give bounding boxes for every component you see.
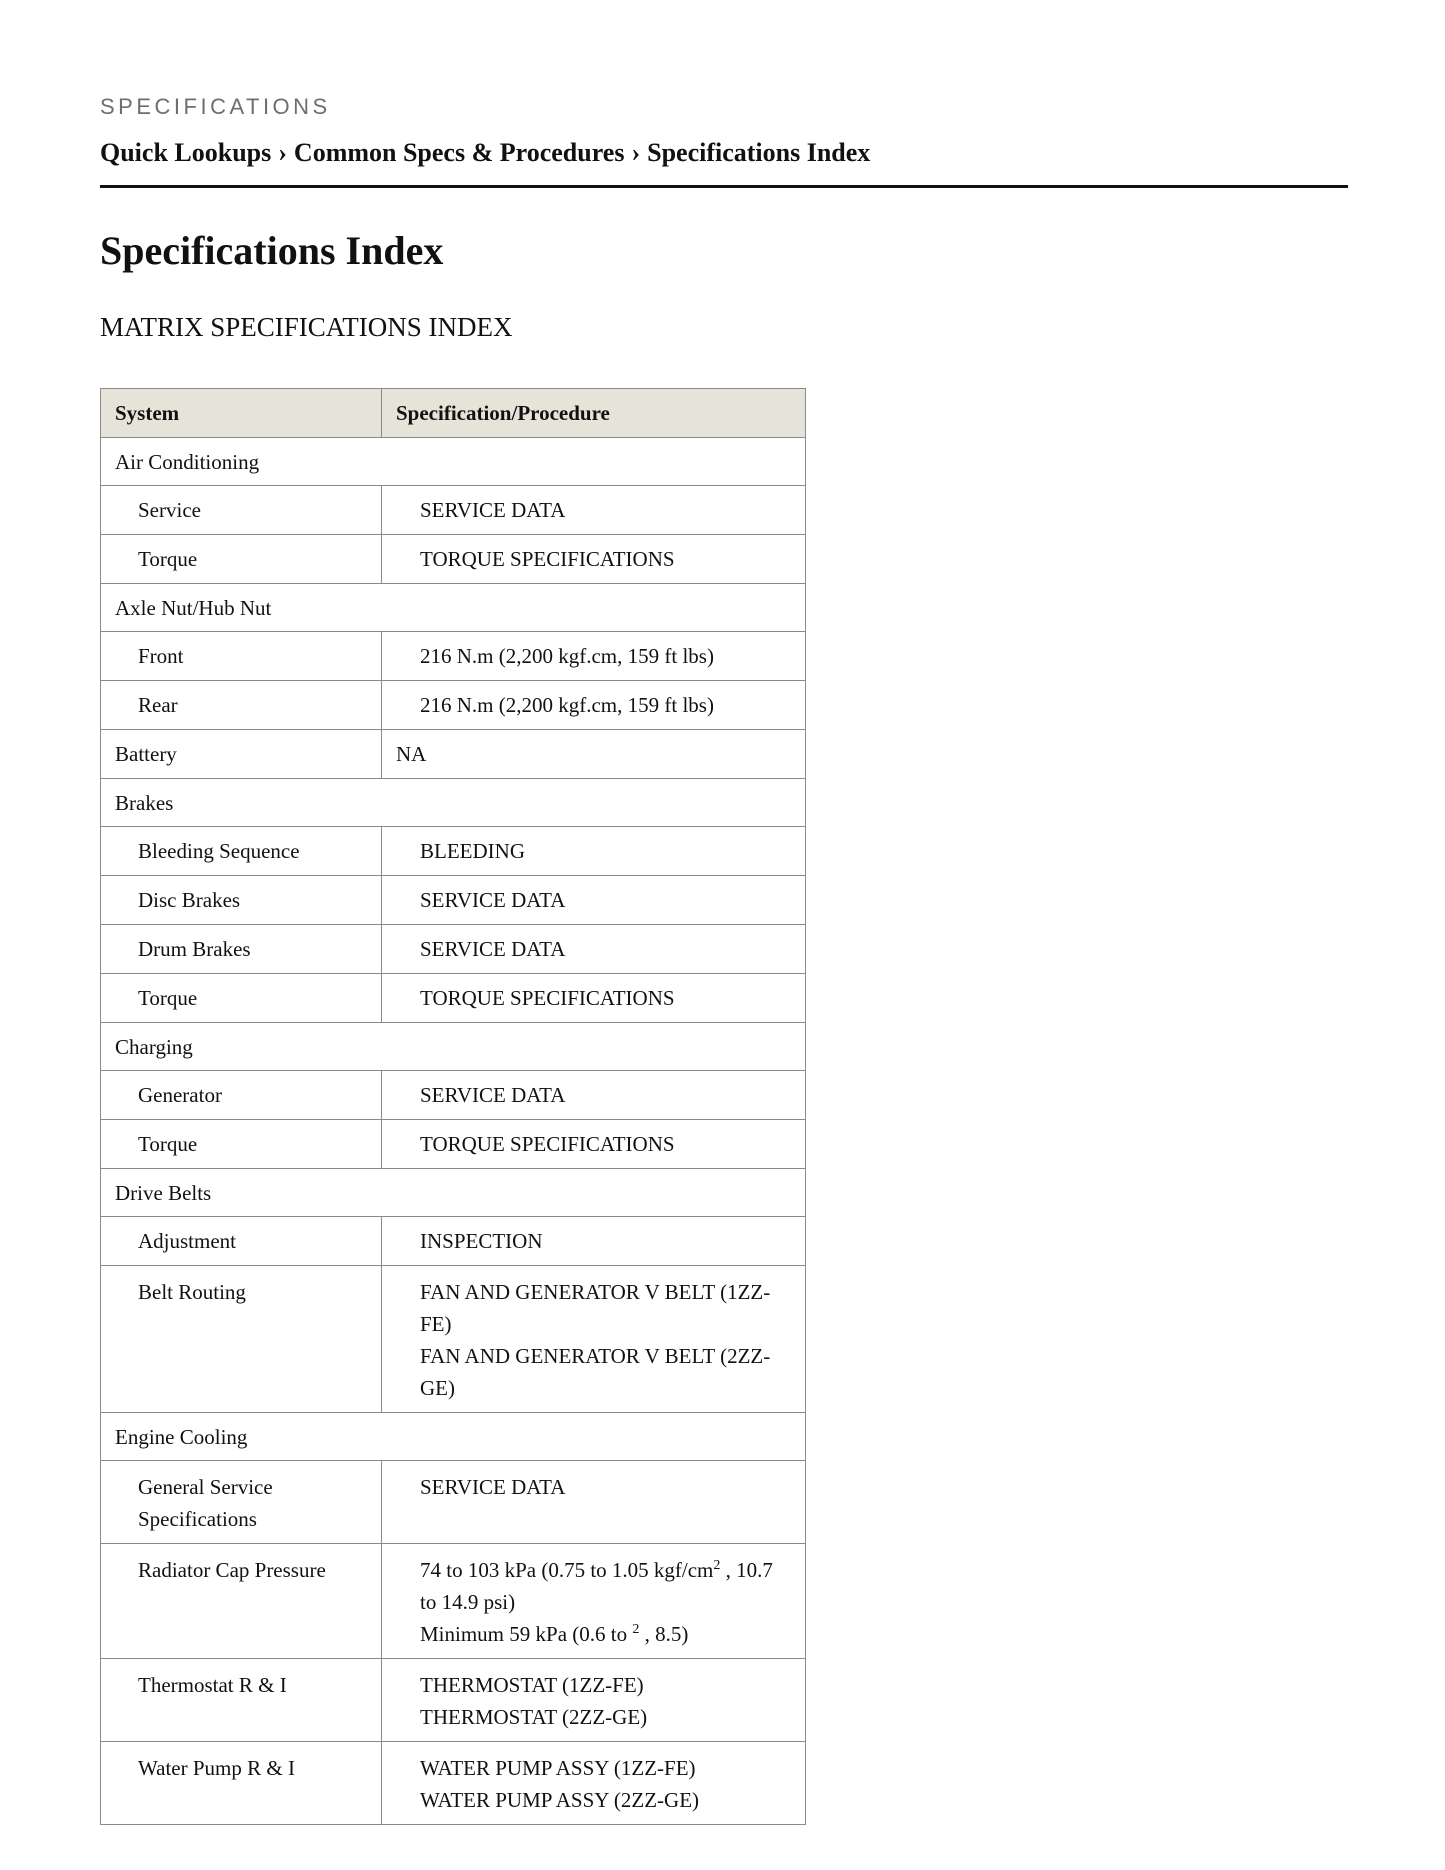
spec-link[interactable]: TORQUE SPECIFICATIONS bbox=[382, 535, 806, 584]
group-label-engine-cooling: Engine Cooling bbox=[101, 1413, 806, 1461]
group-label-charging: Charging bbox=[101, 1023, 806, 1071]
specifications-table bbox=[100, 388, 806, 1825]
spec-link[interactable]: WATER PUMP ASSY (1ZZ-FE) bbox=[420, 1756, 696, 1780]
system-cell: Bleeding Sequence bbox=[101, 827, 382, 876]
spec-cell bbox=[382, 1266, 806, 1413]
system-cell: Radiator Cap Pressure bbox=[101, 1544, 382, 1659]
header-divider bbox=[100, 185, 1348, 188]
group-label-brakes: Brakes bbox=[101, 779, 806, 827]
system-cell: Generator bbox=[101, 1071, 382, 1120]
system-cell: Battery bbox=[101, 730, 382, 779]
spec-link[interactable]: SERVICE DATA bbox=[382, 1071, 806, 1120]
spec-link[interactable]: SERVICE DATA bbox=[382, 486, 806, 535]
section-eyebrow: SPECIFICATIONS bbox=[100, 94, 331, 119]
table-header-row bbox=[101, 389, 806, 438]
spec-link[interactable]: FAN AND GENERATOR V BELT (2ZZ-GE) bbox=[420, 1344, 771, 1400]
table-row bbox=[101, 1544, 806, 1659]
spec-value bbox=[420, 1618, 791, 1650]
spec-link[interactable]: SERVICE DATA bbox=[382, 876, 806, 925]
spec-link[interactable]: BLEEDING bbox=[382, 827, 806, 876]
table-row bbox=[101, 1266, 806, 1413]
spec-link[interactable]: SERVICE DATA bbox=[382, 1461, 806, 1544]
spec-link[interactable]: THERMOSTAT (1ZZ-FE) bbox=[420, 1673, 644, 1697]
system-cell: Torque bbox=[101, 974, 382, 1023]
column-header-system: System bbox=[101, 389, 382, 438]
table-row bbox=[101, 1742, 806, 1825]
spec-link[interactable]: FAN AND GENERATOR V BELT (1ZZ-FE) bbox=[420, 1280, 771, 1336]
system-cell: Torque bbox=[101, 535, 382, 584]
table-row bbox=[101, 535, 806, 584]
table-row bbox=[101, 486, 806, 535]
breadcrumb-link-quick-lookups[interactable]: Quick Lookups bbox=[100, 138, 272, 167]
table-row bbox=[101, 681, 806, 730]
table-row bbox=[101, 632, 806, 681]
page-subtitle: MATRIX SPECIFICATIONS INDEX bbox=[100, 312, 513, 342]
table-row bbox=[101, 730, 806, 779]
spec-cell bbox=[382, 1544, 806, 1659]
system-cell: Service bbox=[101, 486, 382, 535]
spec-value: NA bbox=[382, 730, 806, 779]
table-group-row bbox=[101, 584, 806, 632]
system-cell: Adjustment bbox=[101, 1217, 382, 1266]
breadcrumb bbox=[100, 136, 1345, 170]
system-cell: Disc Brakes bbox=[101, 876, 382, 925]
system-cell: Rear bbox=[101, 681, 382, 730]
spec-link[interactable]: THERMOSTAT (2ZZ-GE) bbox=[420, 1705, 648, 1729]
table-row bbox=[101, 1071, 806, 1120]
column-header-specification: Specification/Procedure bbox=[382, 389, 806, 438]
table-row bbox=[101, 1461, 806, 1544]
table-row bbox=[101, 974, 806, 1023]
group-label-air-conditioning: Air Conditioning bbox=[101, 438, 806, 486]
table-row bbox=[101, 925, 806, 974]
system-cell: Water Pump R & I bbox=[101, 1742, 382, 1825]
table-row bbox=[101, 876, 806, 925]
spec-text: , 10.7 to 14.9 psi) bbox=[420, 1558, 773, 1614]
spec-value: 216 N.m (2,200 kgf.cm, 159 ft lbs) bbox=[382, 632, 806, 681]
group-label-axle-nut: Axle Nut/Hub Nut bbox=[101, 584, 806, 632]
spec-cell bbox=[382, 1742, 806, 1825]
table-row bbox=[101, 1217, 806, 1266]
group-label-drive-belts: Drive Belts bbox=[101, 1169, 806, 1217]
spec-text: , 8.5) bbox=[639, 1622, 689, 1646]
spec-cell bbox=[382, 1659, 806, 1742]
table-group-row bbox=[101, 779, 806, 827]
breadcrumb-link-common-specs[interactable]: Common Specs & Procedures bbox=[293, 138, 625, 167]
breadcrumb-current: Specifications Index bbox=[647, 138, 871, 167]
spec-value bbox=[420, 1554, 791, 1618]
spec-link[interactable]: INSPECTION bbox=[382, 1217, 806, 1266]
table-group-row bbox=[101, 1169, 806, 1217]
system-cell: Thermostat R & I bbox=[101, 1659, 382, 1742]
breadcrumb-separator: › bbox=[631, 138, 641, 167]
table-group-row bbox=[101, 438, 806, 486]
system-cell: Front bbox=[101, 632, 382, 681]
spec-link[interactable]: SERVICE DATA bbox=[382, 925, 806, 974]
system-cell: Drum Brakes bbox=[101, 925, 382, 974]
spec-text: 74 to 103 kPa (0.75 to 1.05 kgf/cm bbox=[420, 1558, 714, 1582]
system-cell: General Service Specifications bbox=[101, 1461, 382, 1544]
spec-text: Minimum 59 kPa (0.6 to bbox=[420, 1622, 633, 1646]
spec-link[interactable]: TORQUE SPECIFICATIONS bbox=[382, 974, 806, 1023]
superscript: 2 bbox=[713, 1558, 721, 1573]
table-row bbox=[101, 1120, 806, 1169]
table-row bbox=[101, 1659, 806, 1742]
table-group-row bbox=[101, 1023, 806, 1071]
breadcrumb-separator: › bbox=[278, 138, 287, 167]
spec-link[interactable]: TORQUE SPECIFICATIONS bbox=[382, 1120, 806, 1169]
spec-value: 216 N.m (2,200 kgf.cm, 159 ft lbs) bbox=[382, 681, 806, 730]
superscript: 2 bbox=[632, 1622, 640, 1637]
system-cell: Torque bbox=[101, 1120, 382, 1169]
table-group-row bbox=[101, 1413, 806, 1461]
system-cell: Belt Routing bbox=[101, 1266, 382, 1413]
page-title: Specifications Index bbox=[100, 228, 444, 273]
table-row bbox=[101, 827, 806, 876]
spec-link[interactable]: WATER PUMP ASSY (2ZZ-GE) bbox=[420, 1788, 700, 1812]
